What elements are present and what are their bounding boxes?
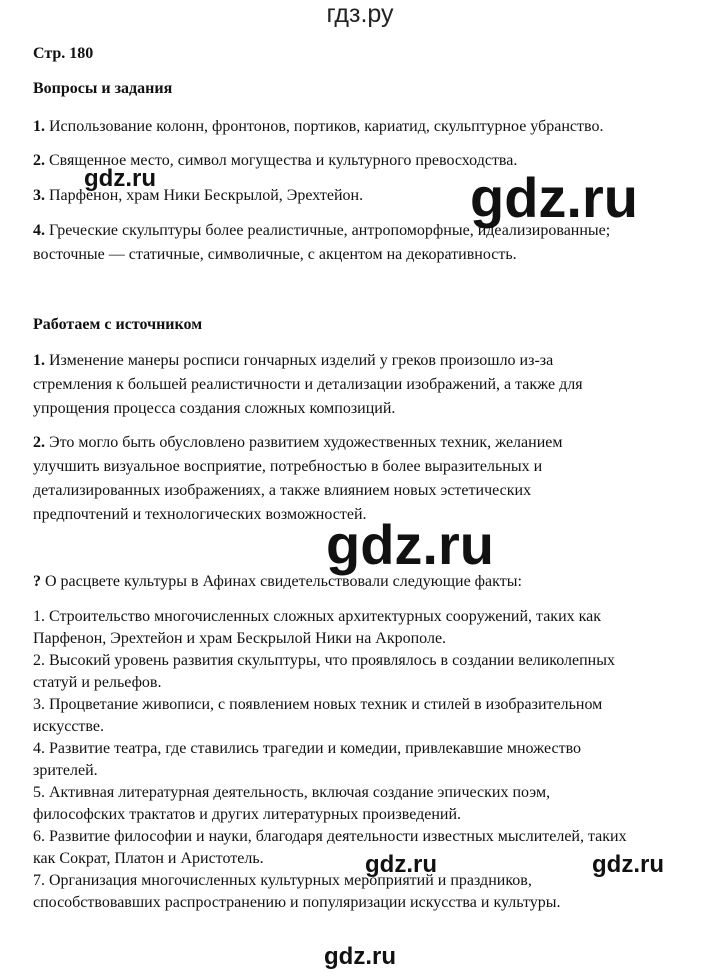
source-answer-1 [33,349,583,421]
answer-text: Использование колонн, фронтонов, портиков, кариатид, скульптурное убранство. [49,118,604,135]
fact-1-line-1: 1. Строительство многочисленных сложных архитектурных сооружений, таких как [33,608,602,625]
answer-text-line: улучшить визуальное восприятие, потребностью в более выразительных и [33,458,543,475]
fact-5-line-1: 5. Активная литературная деятельность, включая создание эпических поэм, [33,784,551,801]
answer-text-line: восточные — статичные, символичные, с акцентом на декоративность. [33,246,517,263]
fact-7-line-1: 7. Организация многочисленных культурных мероприятий и праздников, [33,872,532,889]
question-mark: ? [33,573,41,590]
watermark: gdz.ru [84,165,156,192]
fact-3-line-1: 3. Процветание живописи, с появлением новых техник и стилей в изобразительном [33,696,603,713]
answer-number: 2. [33,152,45,169]
section-title-source: Работаем с источником [33,316,203,333]
fact-6-line-1: 6. Развитие философии и науки, благодаря деятельности известных мыслителей, таких [33,828,627,845]
fact-4-line-1: 4. Развитие театра, где ставились трагедии и комедии, привлекавшие множество [33,740,582,757]
answer-text-line: Греческие скульптуры более реалистичные, антропоморфные, идеализированные; [49,222,611,239]
fact-6-line-2: как Сократ, Платон и Аристотель. [33,850,264,867]
watermark: gdz.ru [470,166,638,229]
answer-1 [33,115,603,139]
answer-text-line: детализированных изображениях, а также влиянием новых эстетических [33,482,532,499]
facts-list [33,606,627,914]
fact-5-line-2: философских трактатов и других литературных произведений. [33,806,462,823]
answer-text-line: предпочтений и технологических возможностей. [33,506,367,523]
site-header: гдз.ру [326,0,394,28]
fact-1-line-2: Парфенон, Эрехтейон и храм Бескрылой Ники на Акрополе. [33,630,447,647]
question-text: О расцвете культуры в Афинах свидетельствовали следующие факты: [45,573,522,590]
answer-number: 4. [33,222,45,239]
fact-2-line-2: статуй и рельефов. [33,674,162,691]
watermark: gdz.ru [592,851,664,878]
fact-2-line-1: 2. Высокий уровень развития скульптуры, что проявлялось в создании великолепных [33,652,615,669]
answer-text: Парфенон, храм Ники Бескрылой, Эрехтейон. [49,187,364,204]
page-label: Стр. 180 [33,45,94,62]
watermark: gdz.ru [365,851,437,878]
fact-7-line-2: способствовавших распространению и популяризации искусства и культуры. [33,894,561,911]
answer-text-line: Изменение манеры росписи гончарных изделий у греков произошло из-за [49,352,554,369]
answer-text-line: Это могло быть обусловлено развитием художественных техник, желанием [49,434,563,451]
section-title-questions: Вопросы и задания [33,80,173,97]
fact-3-line-2: искусстве. [33,718,104,735]
answer-number: 3. [33,187,45,204]
answer-number: 1. [33,352,45,369]
answer-number: 1. [33,118,45,135]
answer-number: 2. [33,434,45,451]
answer-text: Священное место, символ могущества и культурного превосходства. [49,152,518,169]
watermark: gdz.ru [326,513,494,576]
answer-3 [33,184,363,208]
fact-4-line-2: зрителей. [33,762,98,779]
answer-text-line: упрощения процесса создания сложных композиций. [33,400,396,417]
footer-watermark: gdz.ru [324,943,396,970]
answer-text-line: стремления к большей реалистичности и детализации изображений, а также для [33,376,583,393]
